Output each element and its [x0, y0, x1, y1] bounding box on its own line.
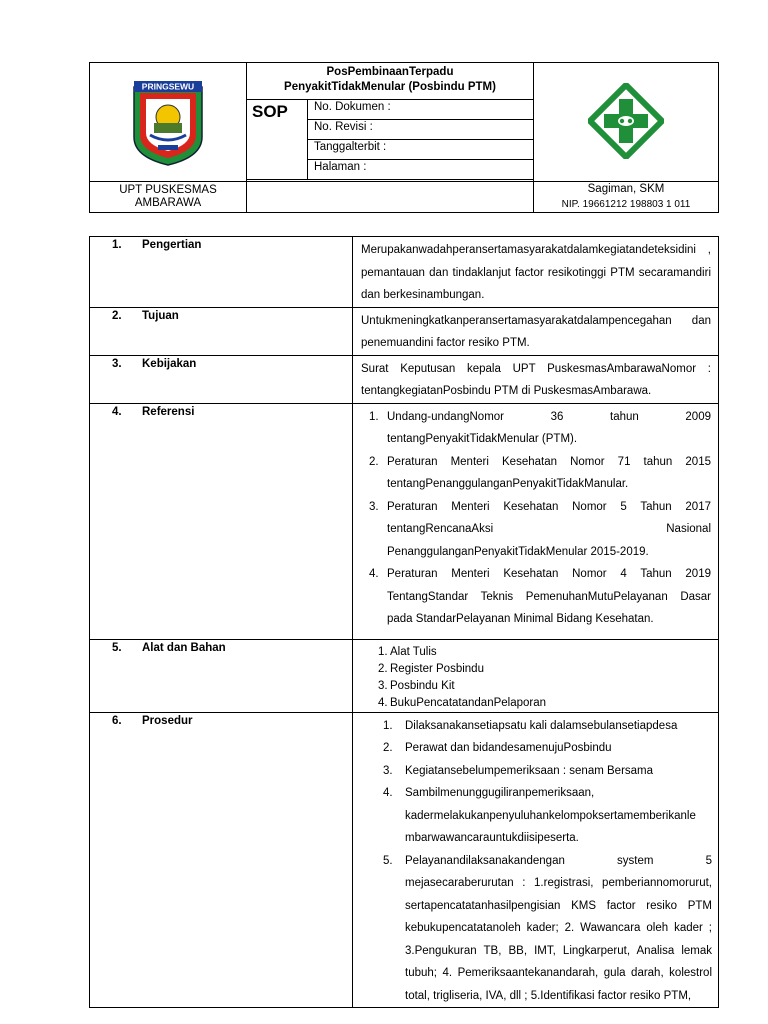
list-text: Pelayanandilaksanakandengan system 5 mejasecaraberurutan : 1.registrasi, pemberiannomorurut, sertapencatatanhasilpengisian KMS factor resiko PTM kebukupencatatanoleh kader; 2. Wawancara oleh kader ; 3.Pengukuran TB, BB, IMT, Lingkarperut, Analisa lemak tubuh; 4. Pemeriksaantekanandarah, gula darah, kolestrol total, trigliseria, IVA, dll ; 5.Identifikasi factor resiko PTM, — [405, 854, 712, 1002]
list-text: Sambilmenunggugiliranpemeriksaan, kadermelakukanpenyuluhankelompoksertamemberikanle mbarwawancarauntukdiisipeserta. — [405, 787, 696, 844]
list-text: Alat Tulis — [390, 645, 437, 658]
section-label — [90, 307, 353, 355]
section-number: 4. — [112, 405, 122, 418]
referensi-list — [361, 406, 711, 631]
list-item — [361, 644, 711, 661]
section-label — [90, 639, 353, 712]
section-text: Untukmeningkatkanperansertamasyarakatdalampencegahan dan penemuandini factor resiko PTM. — [353, 307, 719, 355]
title-line-1: PosPembinaanTerpadu — [326, 66, 454, 78]
list-item — [361, 496, 711, 564]
list-item — [361, 406, 711, 451]
puskesmas-cross-icon — [588, 83, 664, 159]
referensi-list-cell — [353, 403, 719, 639]
list-number: 1. — [369, 410, 379, 423]
list-number: 1. — [383, 719, 393, 732]
section-title: Prosedur — [142, 714, 193, 727]
no-dokumen-field: No. Dokumen : — [308, 100, 534, 120]
list-number: 2. — [383, 742, 393, 754]
sop-content-table — [89, 236, 719, 1008]
list-item — [361, 850, 712, 1008]
halaman-field: Halaman : — [308, 160, 534, 180]
no-revisi-field: No. Revisi : — [308, 120, 534, 140]
sop-label: SOP — [247, 100, 308, 180]
alat-list-cell — [353, 639, 719, 712]
list-number: 4. — [369, 568, 379, 580]
tanggal-terbit-field: Tanggalterbit : — [308, 140, 534, 160]
list-number: 2. — [369, 455, 379, 468]
section-title: Pengertian — [142, 239, 202, 251]
section-text: Surat Keputusan kepala UPT PuskesmasAmbarawaNomor : tentangkegiatanPosbindu PTM di PuskesmasAmbarawa. — [353, 355, 719, 403]
list-text: Register Posbindu — [390, 662, 484, 675]
section-title: Tujuan — [142, 309, 179, 322]
section-title: Alat dan Bahan — [142, 641, 226, 654]
list-item — [361, 451, 711, 496]
list-text: Kegiatansebelumpemeriksaan : senam Bersama — [405, 764, 654, 777]
signer-nip: NIP. 19661212 198803 1 011 — [561, 199, 691, 210]
list-number: 1. — [378, 645, 388, 658]
list-text: Dilaksanakansetiapsatu kali dalamsebulansetiapdesa — [405, 719, 678, 732]
section-text: Merupakanwadahperansertamasyarakatdalamkegiatandeteksidini , pemantauan dan tindaklanjut factor resikotinggi PTM secaramandiri dan berkesinambungan. — [353, 237, 719, 308]
org-line-1: UPT PUSKESMAS — [119, 184, 217, 196]
prosedur-list — [361, 715, 712, 1008]
org-line-2: AMBARAWA — [134, 197, 202, 209]
list-item — [361, 695, 711, 712]
section-label — [90, 712, 353, 1008]
list-number: 3. — [378, 679, 388, 692]
list-item — [361, 715, 712, 738]
list-number: 3. — [383, 764, 393, 777]
list-number: 4. — [378, 696, 388, 709]
document-title — [247, 63, 534, 100]
right-logo-cell — [534, 63, 719, 182]
section-number: 5. — [112, 641, 122, 654]
list-text: Posbindu Kit — [390, 679, 455, 692]
organization-name — [90, 182, 247, 213]
list-item — [361, 661, 711, 678]
list-item — [361, 563, 711, 631]
sop-header-table — [89, 62, 719, 213]
section-title: Referensi — [142, 405, 195, 418]
list-text: Undang-undangNomor 36 tahun 2009 tentangPenyakitTidakMenular (PTM). — [387, 410, 711, 445]
list-number: 4. — [383, 787, 393, 799]
section-number: 2. — [112, 309, 122, 322]
section-label — [90, 403, 353, 639]
section-number: 6. — [112, 714, 122, 727]
section-title: Kebijakan — [142, 357, 197, 370]
signer-block — [534, 182, 719, 213]
list-number: 3. — [369, 500, 379, 513]
sop-meta-cell — [247, 100, 534, 182]
list-number: 5. — [383, 854, 393, 867]
list-item — [361, 678, 711, 695]
section-label — [90, 237, 353, 308]
list-text: Perawat dan bidandesamenujuPosbindu — [405, 742, 612, 754]
list-item — [361, 782, 712, 850]
alat-list — [361, 642, 711, 712]
pringsewu-emblem-icon — [128, 79, 208, 167]
signer-name: Sagiman, SKM — [587, 183, 665, 195]
list-text: BukuPencatatandanPelaporan — [390, 696, 547, 709]
list-text: Peraturan Menteri Kesehatan Nomor 71 tahun 2015 tentangPenanggulanganPenyakitTidakManular. — [387, 455, 711, 490]
section-number: 3. — [112, 357, 122, 370]
empty-footer-cell — [247, 182, 534, 213]
list-item — [361, 737, 712, 760]
list-number: 2. — [378, 662, 388, 675]
list-text: Peraturan Menteri Kesehatan Nomor 4 Tahun 2019 TentangStandar Teknis PemenuhanMutuPelayanan Dasar pada StandarPelayanan Minimal Bidang Kesehatan. — [387, 568, 711, 625]
emblem-text: PRINGSEWU — [141, 81, 195, 91]
left-logo-cell — [90, 63, 247, 182]
section-number: 1. — [112, 239, 122, 251]
list-item — [361, 760, 712, 783]
section-label — [90, 355, 353, 403]
title-line-2: PenyakitTidakMenular (Posbindu PTM) — [284, 81, 496, 93]
prosedur-list-cell — [353, 712, 719, 1008]
list-text: Peraturan Menteri Kesehatan Nomor 5 Tahun 2017 tentangRencanaAksi Nasional PenanggulanganPenyakitTidakMenular 2015-2019. — [387, 500, 711, 558]
